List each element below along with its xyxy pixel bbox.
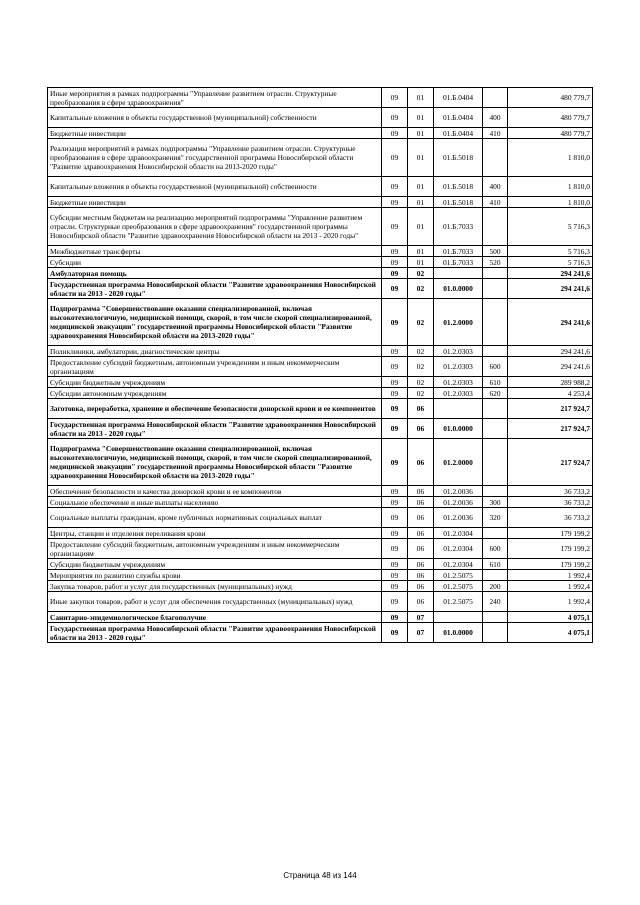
row-section: 09 <box>382 139 408 177</box>
row-target-article: 01.Б.0404 <box>434 88 483 108</box>
table-row <box>48 559 593 570</box>
row-amount: 1 810,0 <box>508 197 593 208</box>
row-target-article: 01.2.0304 <box>434 559 483 570</box>
row-amount: 36 733,2 <box>508 497 593 508</box>
row-expense-type: 500 <box>483 246 508 257</box>
row-expense-type: 610 <box>483 559 508 570</box>
row-name: Закупка товаров, работ и услуг для государственных (муниципальных) нужд <box>48 581 382 592</box>
row-subsection: 07 <box>408 623 434 643</box>
budget-table-body <box>48 88 593 643</box>
row-section: 09 <box>382 279 408 299</box>
row-subsection: 01 <box>408 208 434 246</box>
row-amount: 1 992,4 <box>508 581 593 592</box>
row-section: 09 <box>382 357 408 377</box>
row-section: 09 <box>382 497 408 508</box>
row-section: 09 <box>382 108 408 128</box>
table-row <box>48 279 593 299</box>
row-subsection: 02 <box>408 357 434 377</box>
row-subsection: 06 <box>408 539 434 559</box>
row-name: Социальное обеспечение и иные выплаты населению <box>48 497 382 508</box>
row-amount: 1 992,4 <box>508 592 593 612</box>
row-name: Санитарно-эпидемиологическое благополучие <box>48 612 382 623</box>
row-target-article: 01.Б.0404 <box>434 108 483 128</box>
row-target-article: 01.Б.0404 <box>434 128 483 139</box>
row-target-article: 01.Б.7033 <box>434 257 483 268</box>
row-section: 09 <box>382 508 408 528</box>
row-section: 09 <box>382 246 408 257</box>
row-subsection: 01 <box>408 108 434 128</box>
table-row <box>48 346 593 357</box>
row-section: 09 <box>382 208 408 246</box>
row-amount: 480 779,7 <box>508 128 593 139</box>
row-target-article: 01.Б.5018 <box>434 197 483 208</box>
row-subsection: 01 <box>408 177 434 197</box>
row-section: 09 <box>382 377 408 388</box>
table-row <box>48 177 593 197</box>
table-row <box>48 197 593 208</box>
table-row <box>48 388 593 399</box>
row-name: Государственная программа Новосибирской области "Развитие здравоохранения Новосибирской области на 2013 - 2020 годы" <box>48 623 382 643</box>
row-amount: 179 199,2 <box>508 539 593 559</box>
row-section: 09 <box>382 128 408 139</box>
row-name: Реализация мероприятий в рамках подпрограммы "Управление развитием отрасли. Структурные преобразования в сфере здравоохранения" государственной программы Новосибирской области "Развитие здравоохранения Новосибирской области на 2013-2020 годы" <box>48 139 382 177</box>
row-section: 09 <box>382 257 408 268</box>
row-amount: 294 241,6 <box>508 268 593 279</box>
row-expense-type <box>483 439 508 486</box>
row-section: 09 <box>382 570 408 581</box>
row-name: Предоставление субсидий бюджетным, автономным учреждениям и иным некоммерческим организациям <box>48 357 382 377</box>
row-amount: 217 924,7 <box>508 419 593 439</box>
row-amount: 1 992,4 <box>508 570 593 581</box>
row-name: Государственная программа Новосибирской области "Развитие здравоохранения Новосибирской области на 2013 - 2020 годы" <box>48 419 382 439</box>
row-amount: 289 988,2 <box>508 377 593 388</box>
row-amount: 217 924,7 <box>508 439 593 486</box>
row-subsection: 06 <box>408 486 434 497</box>
table-row <box>48 108 593 128</box>
row-name: Государственная программа Новосибирской области "Развитие здравоохранения Новосибирской области на 2013 - 2020 годы" <box>48 279 382 299</box>
row-name: Субсидии бюджетным учреждениям <box>48 377 382 388</box>
row-expense-type: 300 <box>483 497 508 508</box>
row-name: Субсидии бюджетным учреждениям <box>48 559 382 570</box>
row-subsection: 02 <box>408 268 434 279</box>
row-expense-type: 410 <box>483 128 508 139</box>
row-section: 09 <box>382 419 408 439</box>
row-target-article: 01.2.0000 <box>434 299 483 346</box>
page-footer: Страница 48 из 144 <box>283 871 357 880</box>
row-target-article: 01.Б.7033 <box>434 208 483 246</box>
table-row <box>48 612 593 623</box>
table-row <box>48 508 593 528</box>
row-target-article: 01.2.0303 <box>434 357 483 377</box>
row-subsection: 07 <box>408 612 434 623</box>
row-expense-type: 600 <box>483 539 508 559</box>
row-subsection: 01 <box>408 128 434 139</box>
table-row <box>48 539 593 559</box>
row-expense-type <box>483 299 508 346</box>
row-expense-type <box>483 268 508 279</box>
row-expense-type <box>483 528 508 539</box>
row-name: Межбюджетные трансферты <box>48 246 382 257</box>
table-row <box>48 581 593 592</box>
row-amount: 217 924,7 <box>508 399 593 419</box>
row-subsection: 02 <box>408 388 434 399</box>
row-section: 09 <box>382 177 408 197</box>
row-section: 09 <box>382 559 408 570</box>
row-target-article: 01.2.0000 <box>434 439 483 486</box>
row-expense-type <box>483 486 508 497</box>
row-amount: 1 810,0 <box>508 177 593 197</box>
row-target-article: 01.0.0000 <box>434 623 483 643</box>
row-name: Иные закупки товаров, работ и услуг для обеспечения государственных (муниципальных) нужд <box>48 592 382 612</box>
row-section: 09 <box>382 612 408 623</box>
row-target-article: 01.2.5075 <box>434 592 483 612</box>
row-section: 09 <box>382 528 408 539</box>
row-amount: 4 075,1 <box>508 623 593 643</box>
row-name: Капитальные вложения в объекты государственной (муниципальной) собственности <box>48 177 382 197</box>
row-subsection: 06 <box>408 508 434 528</box>
table-row <box>48 486 593 497</box>
row-amount: 179 199,2 <box>508 528 593 539</box>
row-expense-type: 320 <box>483 508 508 528</box>
row-subsection: 06 <box>408 439 434 486</box>
row-subsection: 06 <box>408 528 434 539</box>
row-section: 09 <box>382 388 408 399</box>
row-subsection: 06 <box>408 570 434 581</box>
table-row <box>48 357 593 377</box>
row-name: Социальные выплаты гражданам, кроме публичных нормативных социальных выплат <box>48 508 382 528</box>
table-row <box>48 419 593 439</box>
row-target-article: 01.2.0303 <box>434 346 483 357</box>
row-amount: 179 199,2 <box>508 559 593 570</box>
row-amount: 480 779,7 <box>508 108 593 128</box>
row-amount: 1 810,0 <box>508 139 593 177</box>
row-amount: 294 241,6 <box>508 279 593 299</box>
row-expense-type <box>483 208 508 246</box>
table-row <box>48 439 593 486</box>
row-expense-type: 400 <box>483 108 508 128</box>
table-row <box>48 246 593 257</box>
row-subsection: 06 <box>408 592 434 612</box>
row-expense-type <box>483 279 508 299</box>
table-row <box>48 399 593 419</box>
row-name: Субсидии автономным учреждениям <box>48 388 382 399</box>
table-row <box>48 139 593 177</box>
row-expense-type <box>483 612 508 623</box>
row-target-article: 01.0.0000 <box>434 419 483 439</box>
row-section: 09 <box>382 539 408 559</box>
row-expense-type: 610 <box>483 377 508 388</box>
row-subsection: 02 <box>408 279 434 299</box>
row-section: 09 <box>382 346 408 357</box>
table-row <box>48 377 593 388</box>
row-amount: 294 241,6 <box>508 299 593 346</box>
row-expense-type: 240 <box>483 592 508 612</box>
row-target-article: 01.2.0036 <box>434 508 483 528</box>
row-expense-type: 200 <box>483 581 508 592</box>
row-name: Бюджетные инвестиции <box>48 128 382 139</box>
row-expense-type <box>483 88 508 108</box>
row-target-article <box>434 268 483 279</box>
row-section: 09 <box>382 486 408 497</box>
row-name: Иные мероприятия в рамках подпрограммы "Управление развитием отрасли. Структурные преобразования в сфере здравоохранения" <box>48 88 382 108</box>
row-name: Поликлиники, амбулатории, диагностические центры <box>48 346 382 357</box>
budget-table <box>47 87 593 643</box>
row-name: Подпрограмма "Совершенствование оказания специализированной, включая высокотехнологичную, медицинской помощи, скорой, в том числе скорой специализированной, медицинской эвакуации" государственной программы Новосибирской области "Развитие здравоохранения Новосибирской области на 2013-2020 годы" <box>48 439 382 486</box>
row-amount: 294 241,6 <box>508 346 593 357</box>
row-amount: 5 716,3 <box>508 246 593 257</box>
row-target-article: 01.Б.5018 <box>434 177 483 197</box>
row-subsection: 01 <box>408 139 434 177</box>
row-target-article: 01.2.5075 <box>434 570 483 581</box>
table-row <box>48 570 593 581</box>
row-name: Бюджетные инвестиции <box>48 197 382 208</box>
row-expense-type <box>483 623 508 643</box>
row-name: Субсидии <box>48 257 382 268</box>
row-subsection: 01 <box>408 246 434 257</box>
row-name: Амбулаторная помощь <box>48 268 382 279</box>
table-row <box>48 299 593 346</box>
row-target-article: 01.2.0036 <box>434 486 483 497</box>
row-target-article: 01.2.0304 <box>434 528 483 539</box>
table-row <box>48 592 593 612</box>
row-name: Мероприятия по развитию службы крови <box>48 570 382 581</box>
row-subsection: 01 <box>408 257 434 268</box>
row-section: 09 <box>382 592 408 612</box>
row-section: 09 <box>382 623 408 643</box>
row-target-article: 01.2.0303 <box>434 377 483 388</box>
row-name: Субсидии местным бюджетам на реализацию мероприятий подпрограммы "Управление развитием отрасли. Структурные преобразования в сфере здравоохранения" государственной программы Новосибирской области "Развитие здравоохранения Новосибирской области на 2013 - 2020 годы" <box>48 208 382 246</box>
row-subsection: 02 <box>408 299 434 346</box>
row-section: 09 <box>382 439 408 486</box>
row-amount: 5 716,3 <box>508 208 593 246</box>
row-expense-type <box>483 346 508 357</box>
row-name: Подпрограмма "Совершенствование оказания специализированной, включая высокотехнологичную, медицинской помощи, скорой, в том числе скорой специализированной, медицинской эвакуации" государственной программы Новосибирской области "Развитие здравоохранения Новосибирской области на 2013-2020 годы" <box>48 299 382 346</box>
row-subsection: 06 <box>408 497 434 508</box>
row-subsection: 01 <box>408 197 434 208</box>
row-section: 09 <box>382 581 408 592</box>
row-amount: 294 241,6 <box>508 357 593 377</box>
table-row <box>48 257 593 268</box>
table-row <box>48 497 593 508</box>
row-expense-type <box>483 139 508 177</box>
row-amount: 36 733,2 <box>508 508 593 528</box>
row-target-article: 01.0.0000 <box>434 279 483 299</box>
row-expense-type: 410 <box>483 197 508 208</box>
row-section: 09 <box>382 88 408 108</box>
row-subsection: 02 <box>408 346 434 357</box>
row-target-article <box>434 612 483 623</box>
row-name: Обеспечение безопасности и качества донорской крови и ее компонентов <box>48 486 382 497</box>
table-row <box>48 208 593 246</box>
row-section: 09 <box>382 197 408 208</box>
row-name: Заготовка, переработка, хранение и обеспечение безопасности донорской крови и ее компонентов <box>48 399 382 419</box>
row-target-article: 01.Б.5018 <box>434 139 483 177</box>
row-amount: 36 733,2 <box>508 486 593 497</box>
table-row <box>48 128 593 139</box>
row-target-article <box>434 399 483 419</box>
row-target-article: 01.2.5075 <box>434 581 483 592</box>
row-target-article: 01.2.0303 <box>434 388 483 399</box>
row-expense-type: 400 <box>483 177 508 197</box>
row-target-article: 01.2.0304 <box>434 539 483 559</box>
table-row <box>48 528 593 539</box>
row-expense-type: 600 <box>483 357 508 377</box>
row-name: Капитальные вложения в объекты государственной (муниципальной) собственности <box>48 108 382 128</box>
row-subsection: 01 <box>408 88 434 108</box>
row-expense-type: 620 <box>483 388 508 399</box>
row-amount: 4 253,4 <box>508 388 593 399</box>
row-name: Предоставление субсидий бюджетным, автономным учреждениям и иным некоммерческим организациям <box>48 539 382 559</box>
table-row <box>48 88 593 108</box>
row-name: Центры, станции и отделения переливания крови <box>48 528 382 539</box>
row-target-article: 01.2.0036 <box>434 497 483 508</box>
row-section: 09 <box>382 268 408 279</box>
table-row <box>48 268 593 279</box>
table-row <box>48 623 593 643</box>
row-subsection: 06 <box>408 399 434 419</box>
row-subsection: 06 <box>408 419 434 439</box>
row-section: 09 <box>382 399 408 419</box>
row-section: 09 <box>382 299 408 346</box>
row-target-article: 01.Б.7033 <box>434 246 483 257</box>
row-expense-type <box>483 570 508 581</box>
row-expense-type <box>483 399 508 419</box>
row-amount: 5 716,3 <box>508 257 593 268</box>
row-expense-type: 520 <box>483 257 508 268</box>
row-expense-type <box>483 419 508 439</box>
row-amount: 4 075,1 <box>508 612 593 623</box>
row-subsection: 02 <box>408 377 434 388</box>
row-amount: 480 779,7 <box>508 88 593 108</box>
row-subsection: 06 <box>408 581 434 592</box>
row-subsection: 06 <box>408 559 434 570</box>
